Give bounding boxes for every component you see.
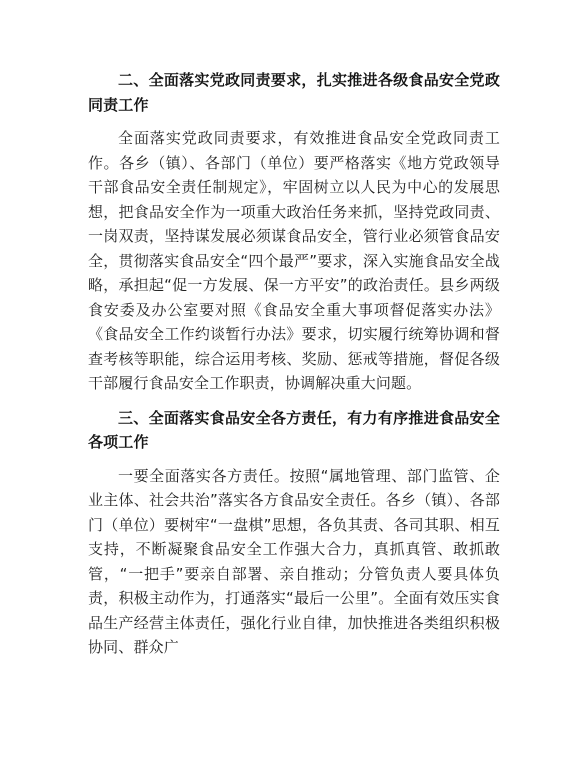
section-2-paragraph: 全面落实党政同责要求，有效推进食品安全党政同责工作。各乡（镇）、各部门（单位）要严格落实《地方党政领导干部食品安全责任制规定》，牢固树立以人民为中心的发展思想，把食品安全作为一项重大政治任务来抓，坚持党政同责、一岗双责，坚持谋发展必须谋食品安全，管行业必须管食品安全，贯彻落实食品安全“四个最严”要求，深入实施食品安全战略，承担起“促一方发展、保一方平安”的政治责任。县乡两级食安委及办公室要对照《食品安全重大事项督促落实办法》《食品安全工作约谈暂行办法》要求，切实履行统筹协调和督查考核等职能，综合运用考核、奖励、惩戒等措施，督促各级干部履行食品安全工作职责，协调解决重大问题。 [88, 129, 500, 392]
section-3-paragraph: 一要全面落实各方责任。按照“属地管理、部门监管、企业主体、社会共治”落实各方食品安全责任。各乡（镇）、各部门（单位）要树牢“一盘棋”思想，各负其责、各司其职、相互支持，不断凝聚食品安全工作强大合力，真抓真管、敢抓敢管，“一把手”要亲自部署、亲自推动；分管负责人要具体负责，积极主动作为，打通落实“最后一公里”。全面有效压实食品生产经营主体责任，强化行业自律，加快推进各类组织积极协同、群众广 [88, 466, 500, 656]
section-heading-2: 二、全面落实党政同责要求，扎实推进各级食品安全党政同责工作 [88, 71, 500, 114]
section-heading-3: 三、全面落实食品安全各方责任，有力有序推进食品安全各项工作 [88, 408, 500, 451]
document-body [88, 68, 500, 660]
